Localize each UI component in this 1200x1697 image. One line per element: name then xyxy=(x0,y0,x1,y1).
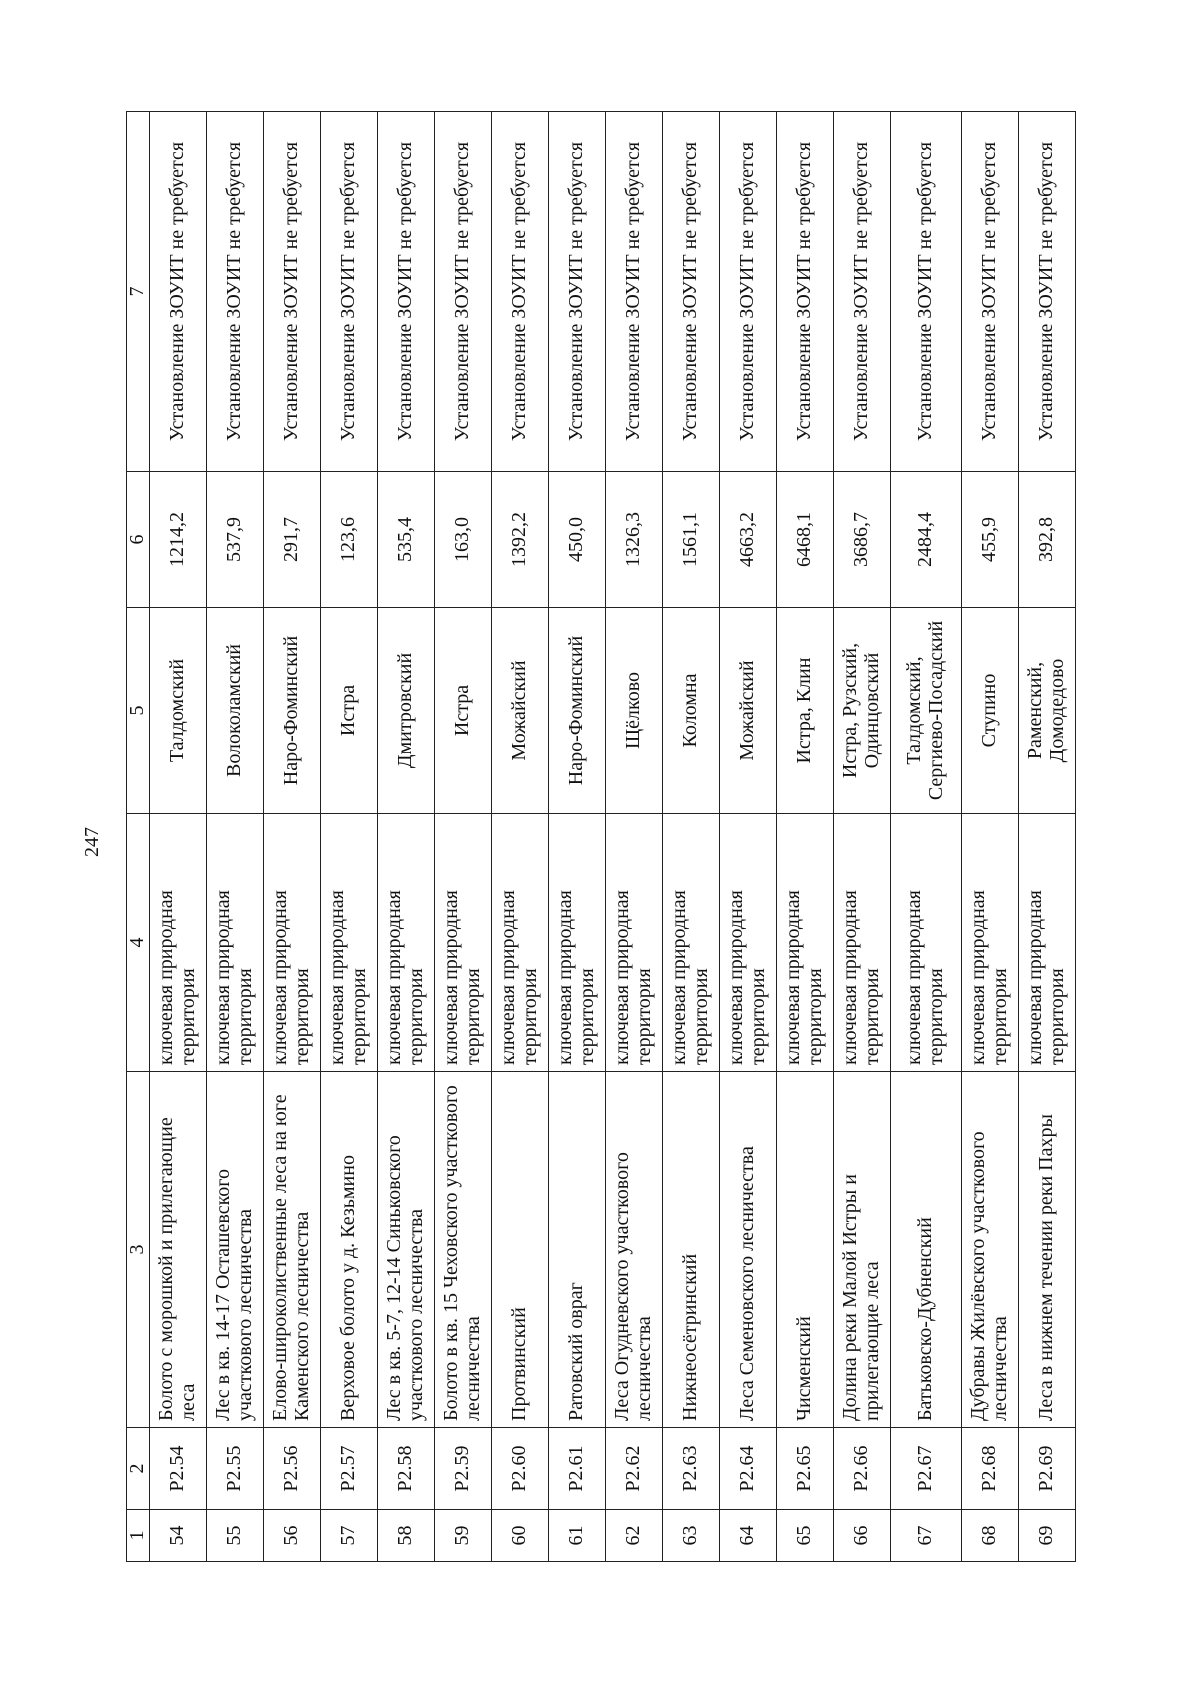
area-value: 6468,1 xyxy=(776,472,833,608)
district: Можайский xyxy=(719,608,776,814)
note-text: Установление ЗОУИТ не требуется xyxy=(150,112,207,472)
row-code: Р2.57 xyxy=(320,1428,377,1510)
territory-name: Протвинский xyxy=(491,1072,548,1428)
territory-type: ключевая природная территория xyxy=(605,814,662,1072)
territory-type: ключевая природная территория xyxy=(1019,814,1076,1072)
row-number: 63 xyxy=(662,1510,719,1562)
area-value: 1326,3 xyxy=(605,472,662,608)
territory-name: Леса Огудневского участкового лесничества xyxy=(605,1072,662,1428)
area-value: 2484,4 xyxy=(890,472,961,608)
table-row xyxy=(662,112,719,1562)
district: Дмитровский xyxy=(377,608,434,814)
row-code: Р2.58 xyxy=(377,1428,434,1510)
district: Истра xyxy=(434,608,491,814)
table-row xyxy=(434,112,491,1562)
column-header: 1 xyxy=(127,1510,150,1562)
row-number: 69 xyxy=(1019,1510,1076,1562)
territory-type: ключевая природная территория xyxy=(434,814,491,1072)
district: Волоколамский xyxy=(206,608,263,814)
area-value: 3686,7 xyxy=(833,472,890,608)
row-code: Р2.62 xyxy=(605,1428,662,1510)
table-row xyxy=(1019,112,1076,1562)
row-number: 62 xyxy=(605,1510,662,1562)
district: Талдомский, Сергиево-Посадский xyxy=(890,608,961,814)
row-code: Р2.65 xyxy=(776,1428,833,1510)
note-text: Установление ЗОУИТ не требуется xyxy=(491,112,548,472)
note-text: Установление ЗОУИТ не требуется xyxy=(548,112,605,472)
row-code: Р2.68 xyxy=(962,1428,1019,1510)
area-value: 535,4 xyxy=(377,472,434,608)
territory-type: ключевая природная территория xyxy=(320,814,377,1072)
note-text: Установление ЗОУИТ не требуется xyxy=(833,112,890,472)
row-number: 54 xyxy=(150,1510,207,1562)
territory-name: Лес в кв. 14-17 Осташевского участкового лесничества xyxy=(206,1072,263,1428)
district: Наро-Фоминский xyxy=(548,608,605,814)
table-row xyxy=(962,112,1019,1562)
note-text: Установление ЗОУИТ не требуется xyxy=(776,112,833,472)
column-header: 4 xyxy=(127,814,150,1072)
territory-type: ключевая природная территория xyxy=(491,814,548,1072)
row-number: 67 xyxy=(890,1510,961,1562)
row-number: 55 xyxy=(206,1510,263,1562)
row-code: Р2.61 xyxy=(548,1428,605,1510)
note-text: Установление ЗОУИТ не требуется xyxy=(434,112,491,472)
column-header: 5 xyxy=(127,608,150,814)
territory-name: Батьковско-Дубненский xyxy=(890,1072,961,1428)
page-number: 247 xyxy=(80,827,103,857)
row-number: 64 xyxy=(719,1510,776,1562)
row-code: Р2.64 xyxy=(719,1428,776,1510)
area-value: 1214,2 xyxy=(150,472,207,608)
rotated-table-container xyxy=(126,112,1076,1562)
table-row xyxy=(605,112,662,1562)
table-row xyxy=(890,112,961,1562)
territory-name: Долина реки Малой Истры и прилегающие леса xyxy=(833,1072,890,1428)
territory-type: ключевая природная территория xyxy=(206,814,263,1072)
row-code: Р2.69 xyxy=(1019,1428,1076,1510)
table-row xyxy=(263,112,320,1562)
territory-name: Нижнеосётринский xyxy=(662,1072,719,1428)
territory-name: Леса Семеновского лесничества xyxy=(719,1072,776,1428)
note-text: Установление ЗОУИТ не требуется xyxy=(605,112,662,472)
district: Истра, Клин xyxy=(776,608,833,814)
row-number: 68 xyxy=(962,1510,1019,1562)
column-header: 2 xyxy=(127,1428,150,1510)
district: Истра, Рузский, Одинцовский xyxy=(833,608,890,814)
row-code: Р2.56 xyxy=(263,1428,320,1510)
note-text: Установление ЗОУИТ не требуется xyxy=(662,112,719,472)
table-row xyxy=(377,112,434,1562)
territory-name: Елово-широколиственные леса на юге Каменского лесничества xyxy=(263,1072,320,1428)
territory-name: Леса в нижнем течении реки Пахры xyxy=(1019,1072,1076,1428)
column-header: 3 xyxy=(127,1072,150,1428)
row-code: Р2.55 xyxy=(206,1428,263,1510)
column-header: 6 xyxy=(127,472,150,608)
row-number: 56 xyxy=(263,1510,320,1562)
table-row xyxy=(150,112,207,1562)
row-number: 61 xyxy=(548,1510,605,1562)
territory-name: Лес в кв. 5-7, 12-14 Синьковского участкового лесничества xyxy=(377,1072,434,1428)
area-value: 1561,1 xyxy=(662,472,719,608)
area-value: 163,0 xyxy=(434,472,491,608)
table-row xyxy=(833,112,890,1562)
area-value: 392,8 xyxy=(1019,472,1076,608)
area-value: 123,6 xyxy=(320,472,377,608)
district: Коломна xyxy=(662,608,719,814)
district: Раменский, Домодедово xyxy=(1019,608,1076,814)
territory-type: ключевая природная территория xyxy=(962,814,1019,1072)
row-code: Р2.54 xyxy=(150,1428,207,1510)
district: Истра xyxy=(320,608,377,814)
data-table xyxy=(126,111,1076,1562)
row-number: 66 xyxy=(833,1510,890,1562)
territory-name: Ратовский овраг xyxy=(548,1072,605,1428)
note-text: Установление ЗОУИТ не требуется xyxy=(962,112,1019,472)
column-header: 7 xyxy=(127,112,150,472)
row-code: Р2.67 xyxy=(890,1428,961,1510)
row-code: Р2.66 xyxy=(833,1428,890,1510)
territory-name: Верховое болото у д. Кезьмино xyxy=(320,1072,377,1428)
table-row xyxy=(719,112,776,1562)
row-number: 65 xyxy=(776,1510,833,1562)
territory-name: Болото в кв. 15 Чеховского участкового лесничества xyxy=(434,1072,491,1428)
row-number: 60 xyxy=(491,1510,548,1562)
territory-type: ключевая природная территория xyxy=(662,814,719,1072)
area-value: 1392,2 xyxy=(491,472,548,608)
note-text: Установление ЗОУИТ не требуется xyxy=(377,112,434,472)
district: Можайский xyxy=(491,608,548,814)
area-value: 291,7 xyxy=(263,472,320,608)
row-code: Р2.60 xyxy=(491,1428,548,1510)
territory-name: Дубравы Жилёвского участкового лесничества xyxy=(962,1072,1019,1428)
table-row xyxy=(206,112,263,1562)
table-row xyxy=(548,112,605,1562)
note-text: Установление ЗОУИТ не требуется xyxy=(263,112,320,472)
territory-name: Чисменский xyxy=(776,1072,833,1428)
district: Наро-Фоминский xyxy=(263,608,320,814)
district: Щёлково xyxy=(605,608,662,814)
row-number: 59 xyxy=(434,1510,491,1562)
district: Ступино xyxy=(962,608,1019,814)
row-code: Р2.63 xyxy=(662,1428,719,1510)
area-value: 450,0 xyxy=(548,472,605,608)
territory-type: ключевая природная территория xyxy=(377,814,434,1072)
note-text: Установление ЗОУИТ не требуется xyxy=(890,112,961,472)
area-value: 455,9 xyxy=(962,472,1019,608)
district: Талдомский xyxy=(150,608,207,814)
territory-type: ключевая природная территория xyxy=(719,814,776,1072)
territory-type: ключевая природная территория xyxy=(548,814,605,1072)
table-row xyxy=(491,112,548,1562)
territory-type: ключевая природная территория xyxy=(890,814,961,1072)
note-text: Установление ЗОУИТ не требуется xyxy=(320,112,377,472)
row-number: 57 xyxy=(320,1510,377,1562)
territory-type: ключевая природная территория xyxy=(263,814,320,1072)
territory-name: Болото с морошкой и прилегающие леса xyxy=(150,1072,207,1428)
note-text: Установление ЗОУИТ не требуется xyxy=(206,112,263,472)
territory-type: ключевая природная территория xyxy=(833,814,890,1072)
row-number: 58 xyxy=(377,1510,434,1562)
table-row xyxy=(776,112,833,1562)
note-text: Установление ЗОУИТ не требуется xyxy=(719,112,776,472)
table-row xyxy=(320,112,377,1562)
area-value: 537,9 xyxy=(206,472,263,608)
note-text: Установление ЗОУИТ не требуется xyxy=(1019,112,1076,472)
row-code: Р2.59 xyxy=(434,1428,491,1510)
territory-type: ключевая природная территория xyxy=(776,814,833,1072)
header-row xyxy=(127,112,150,1562)
area-value: 4663,2 xyxy=(719,472,776,608)
territory-type: ключевая природная территория xyxy=(150,814,207,1072)
